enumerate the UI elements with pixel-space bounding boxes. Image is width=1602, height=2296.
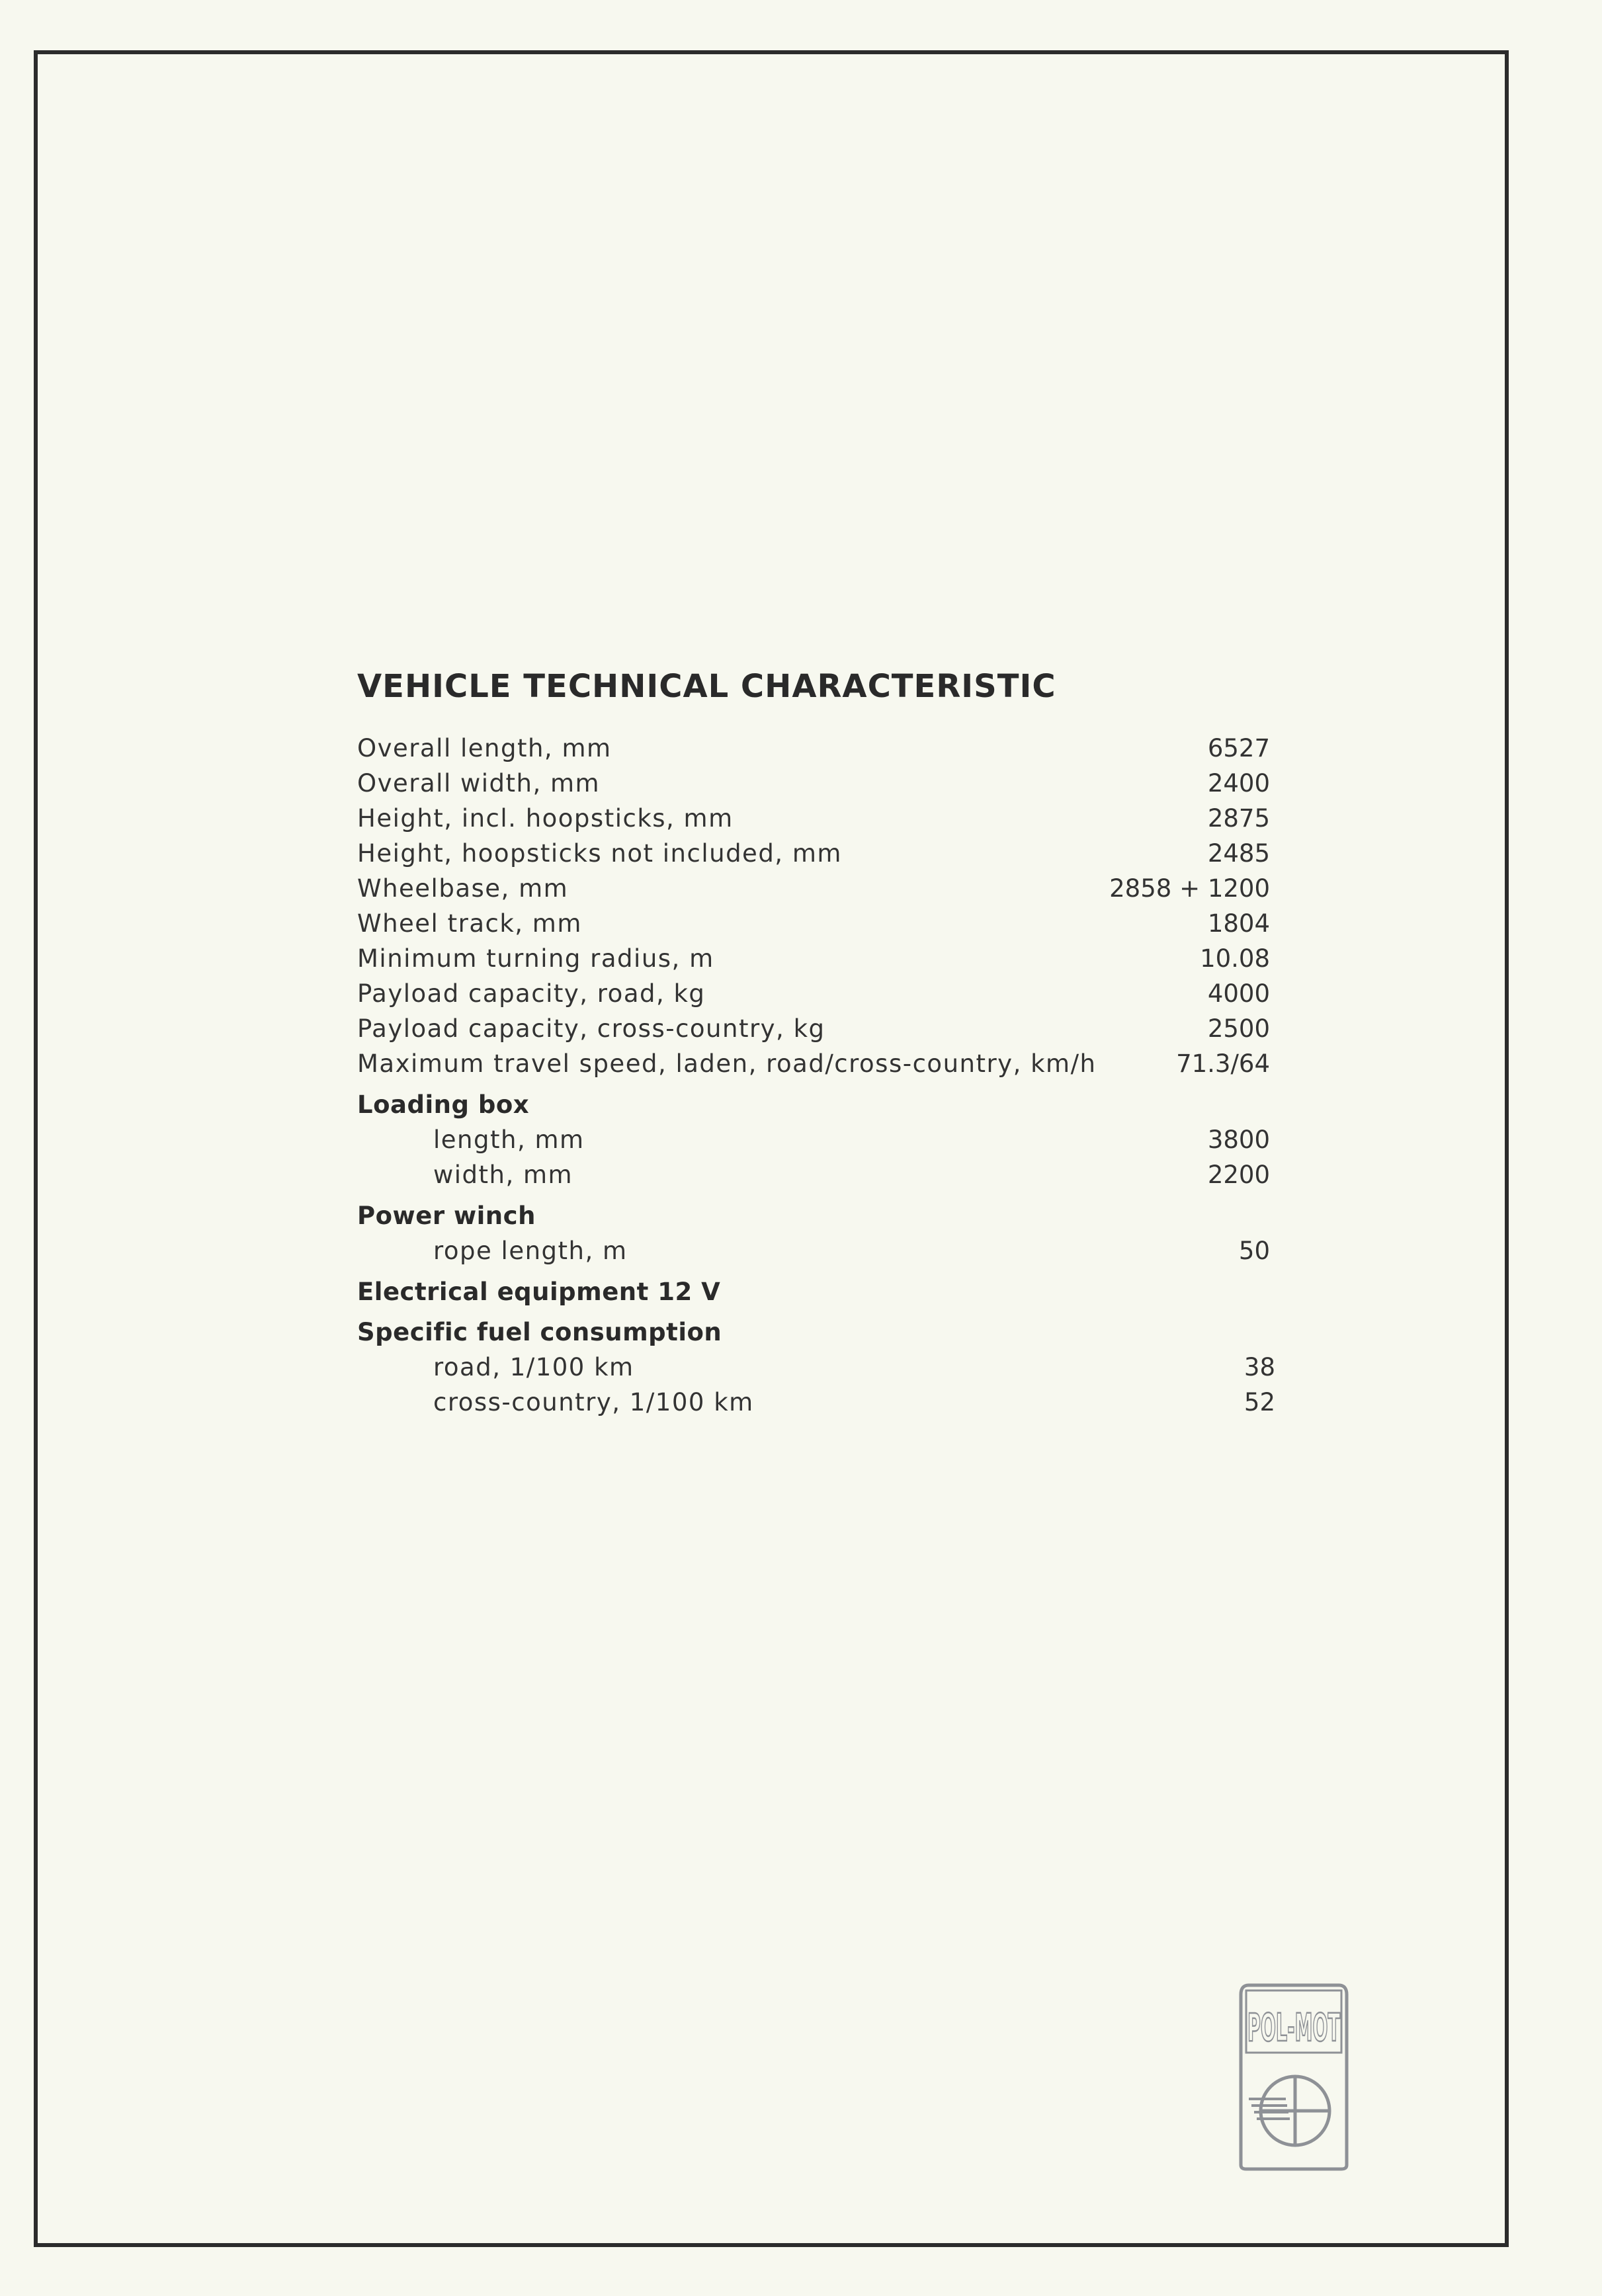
spec-label: Height, hoopsticks not included, mm — [357, 839, 842, 868]
spec-sheet — [357, 668, 1283, 1423]
spec-row-max-speed — [357, 1049, 1283, 1085]
spec-value: 50 — [1238, 1237, 1270, 1265]
section-heading-fuel: Specific fuel consumption — [357, 1318, 722, 1346]
spec-row-payload-cross-country — [357, 1014, 1283, 1049]
spec-label: Height, incl. hoopsticks, mm — [357, 804, 734, 833]
spec-row-overall-width — [357, 769, 1283, 804]
spec-row-height-incl — [357, 804, 1283, 839]
spec-label: Minimum turning radius, m — [357, 944, 714, 973]
spec-value: 71.3/64 — [1176, 1049, 1270, 1078]
spec-row-fuel-cross-country — [357, 1388, 1283, 1423]
spec-label: Overall width, mm — [357, 769, 601, 798]
spec-label: cross-country, 1/100 km — [433, 1388, 754, 1416]
spec-row-wheel-track — [357, 909, 1283, 944]
page-title: VEHICLE TECHNICAL CHARACTERISTIC — [357, 668, 1056, 705]
spec-row-box-length — [357, 1126, 1283, 1161]
spec-label: Payload capacity, road, kg — [357, 979, 706, 1008]
spec-label: Wheel track, mm — [357, 909, 582, 938]
spec-label: length, mm — [433, 1126, 585, 1154]
spec-value: 2500 — [1207, 1014, 1270, 1043]
spec-row-rope-length — [357, 1237, 1283, 1272]
spec-value: 10.08 — [1200, 944, 1270, 973]
spec-value: 3800 — [1207, 1126, 1270, 1154]
spec-row-fuel-road — [357, 1353, 1283, 1388]
spec-row-wheelbase — [357, 874, 1283, 909]
spec-value: 2875 — [1207, 804, 1270, 833]
spec-label: Overall length, mm — [357, 734, 612, 762]
section-heading-power-winch: Power winch — [357, 1202, 536, 1230]
spec-value: 2485 — [1207, 839, 1270, 868]
spec-label: width, mm — [433, 1161, 573, 1189]
spec-row-overall-length — [357, 734, 1283, 769]
spec-row-height-excl — [357, 839, 1283, 874]
spec-row-box-width — [357, 1161, 1283, 1196]
spec-label: rope length, m — [433, 1237, 628, 1265]
logo-text: POL-MOT — [1247, 2005, 1341, 2050]
spec-value: 2858 + 1200 — [1109, 874, 1270, 903]
section-heading-electrical: Electrical equipment 12 V — [357, 1278, 721, 1306]
spec-value: 52 — [1244, 1388, 1275, 1416]
spec-row-turning-radius — [357, 944, 1283, 979]
spec-value: 1804 — [1207, 909, 1270, 938]
spec-value: 2400 — [1207, 769, 1270, 798]
spec-value: 38 — [1244, 1353, 1275, 1381]
spec-label: Payload capacity, cross-country, kg — [357, 1014, 825, 1043]
spec-row-payload-road — [357, 979, 1283, 1014]
spec-label: Wheelbase, mm — [357, 874, 569, 903]
spec-value: 6527 — [1207, 734, 1270, 762]
spec-label: Maximum travel speed, laden, road/cross-country, km/h — [357, 1049, 1097, 1078]
spec-value: 2200 — [1207, 1161, 1270, 1189]
spec-label: road, 1/100 km — [433, 1353, 634, 1381]
polmot-logo — [1234, 1980, 1353, 2172]
section-heading-loading-box: Loading box — [357, 1090, 530, 1119]
spec-value: 4000 — [1207, 979, 1270, 1008]
